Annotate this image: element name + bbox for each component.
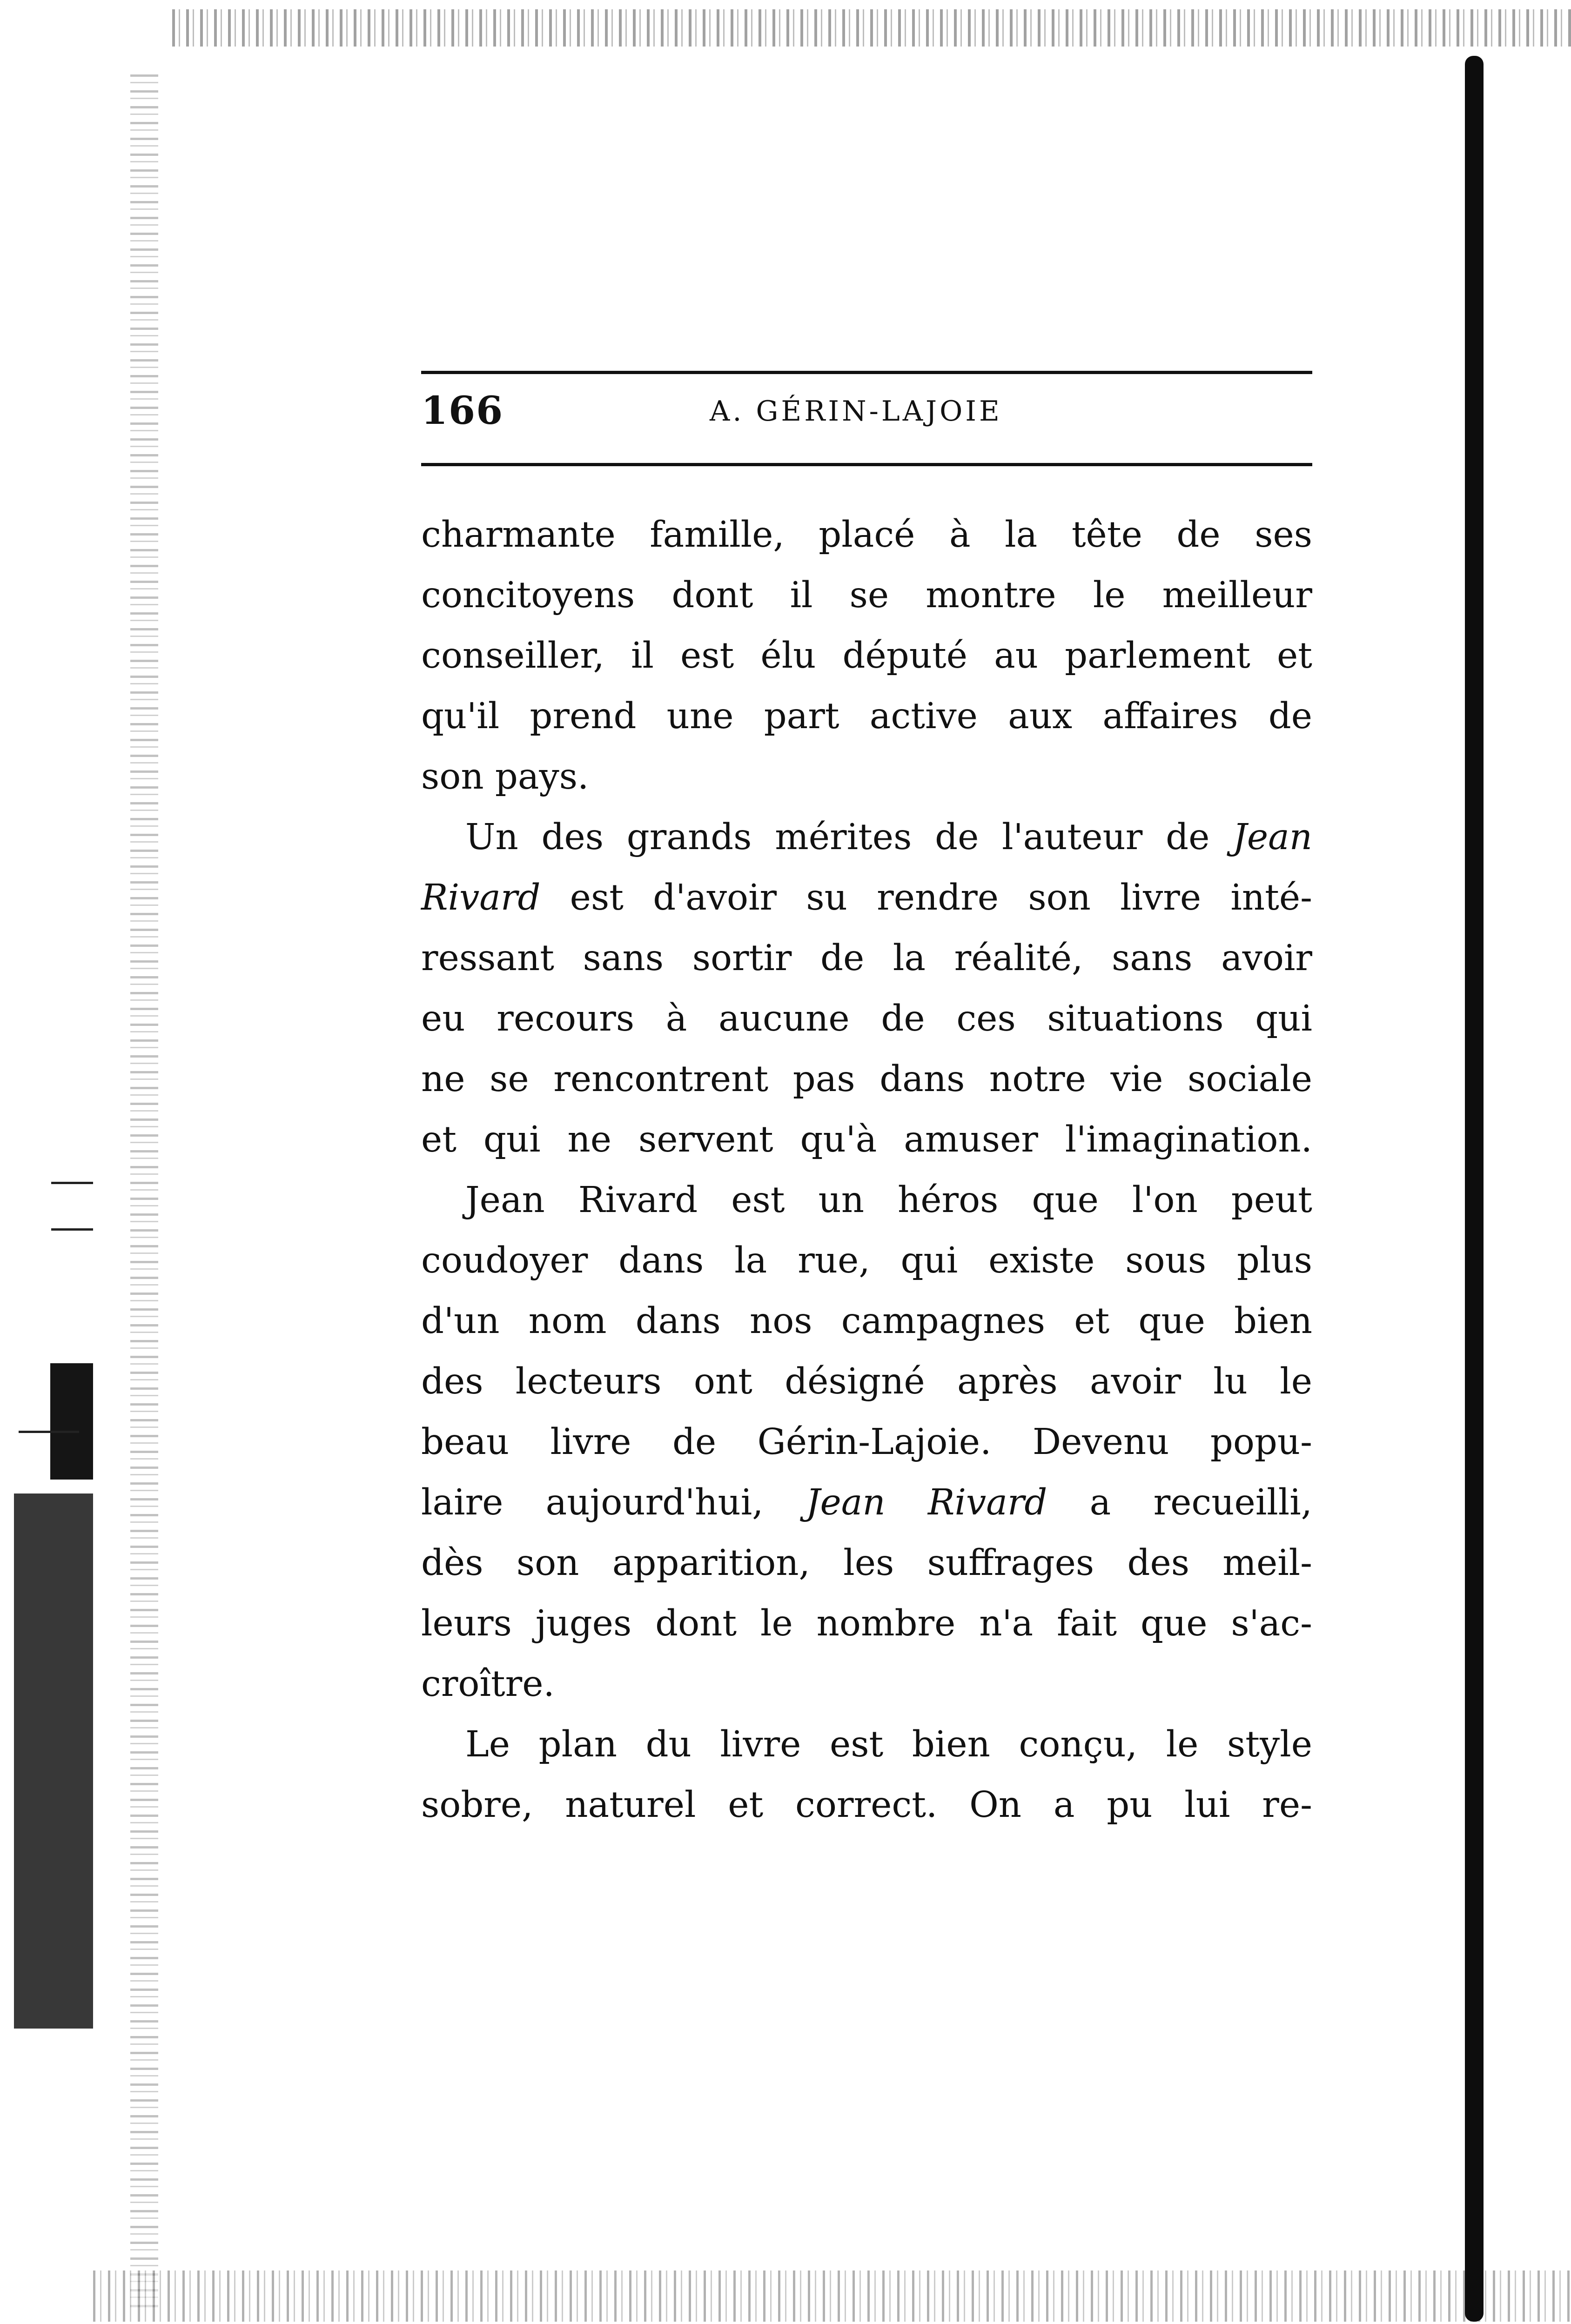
page-number: 166 — [421, 388, 504, 433]
text-line: conseiller, il est élu député au parlement et — [421, 635, 1312, 676]
italic-title: Jean Rivard — [806, 1482, 1047, 1523]
scan-tick — [51, 1228, 93, 1231]
paragraph — [421, 1170, 1312, 1715]
text-line — [421, 1473, 1312, 1533]
text-line — [421, 807, 1312, 868]
text-run: laire aujourd'hui, — [421, 1482, 806, 1523]
text-line: des lecteurs ont désigné après avoir lu le — [421, 1361, 1312, 1402]
italic-title: Rivard — [421, 877, 541, 918]
italic-title: Jean — [1233, 817, 1312, 858]
scan-dark-mark — [50, 1363, 93, 1480]
scan-dark-mark — [14, 1494, 93, 2029]
text-line: dès son apparition, les suffrages des meil- — [421, 1542, 1312, 1584]
text-line: concitoyens dont il se montre le meilleur — [421, 575, 1312, 616]
text-line: charmante famille, placé à la tête de ses — [421, 514, 1312, 556]
paragraph — [421, 807, 1312, 1170]
text-line: ne se rencontrent pas dans notre vie sociale — [421, 1058, 1312, 1100]
running-head-title: A. GÉRIN-LAJOIE — [710, 395, 1002, 428]
text-line: son pays. — [421, 756, 589, 797]
text-line: beau livre de Gérin-Lajoie. Devenu popu- — [421, 1421, 1312, 1463]
text-line: d'un nom dans nos campagnes et que bien — [421, 1300, 1312, 1342]
text-line: et qui ne servent qu'à amuser l'imagination. — [421, 1119, 1312, 1160]
scan-noise-top — [172, 9, 1571, 47]
paragraph — [421, 1715, 1312, 1835]
text-line: leurs juges dont le nombre n'a fait que s'ac- — [421, 1603, 1312, 1644]
text-line — [421, 868, 1312, 928]
text-line: coudoyer dans la rue, qui existe sous plus — [421, 1240, 1312, 1281]
text-line: Le plan du livre est bien conçu, le style — [465, 1724, 1312, 1765]
text-line: ressant sans sortir de la réalité, sans avoir — [421, 938, 1312, 979]
paragraph — [421, 505, 1312, 807]
scan-tick — [51, 1182, 93, 1184]
text-line: Jean Rivard est un héros que l'on peut — [465, 1179, 1312, 1221]
text-line: croître. — [421, 1663, 555, 1705]
text-run: Un des grands mérites de l'auteur de — [465, 817, 1233, 858]
text-run: a recueilli, — [1047, 1482, 1312, 1523]
header-rule-top — [421, 371, 1312, 374]
text-line: qu'il prend une part active aux affaires de — [421, 696, 1312, 737]
running-header — [421, 388, 1312, 440]
scan-noise-bottom — [93, 2270, 1571, 2322]
text-run: est d'avoir su rendre son livre inté- — [540, 877, 1312, 918]
body-text — [421, 505, 1312, 1835]
scan-noise-left — [130, 74, 158, 2308]
scan-tick — [19, 1431, 79, 1433]
text-line: eu recours à aucune de ces situations qui — [421, 998, 1312, 1039]
page-edge-shadow — [1465, 56, 1484, 2322]
text-line: sobre, naturel et correct. On a pu lui re- — [421, 1784, 1312, 1826]
header-rule-bottom — [421, 463, 1312, 466]
